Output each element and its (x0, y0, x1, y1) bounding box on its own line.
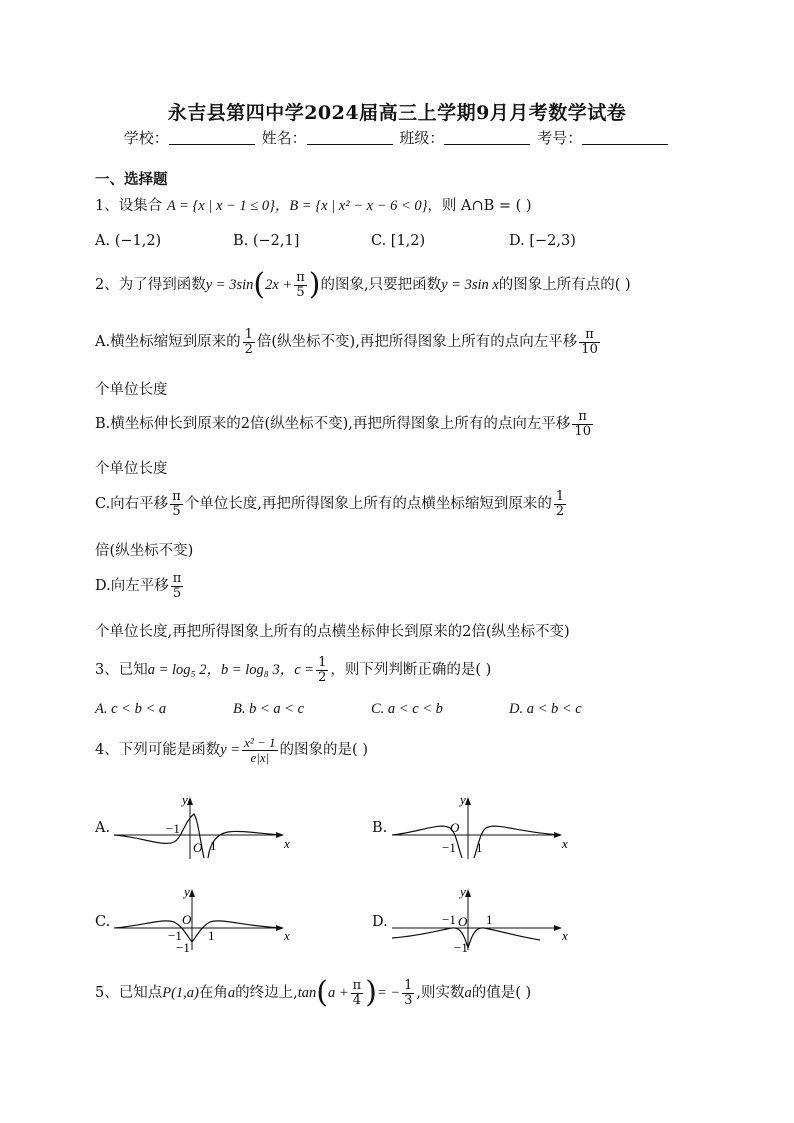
q5-eq: = − (376, 985, 401, 1001)
q2-paren-close-icon: ) (308, 267, 321, 302)
q2-paren-open-icon: ( (253, 267, 266, 302)
q4-graph-d[interactable] (390, 884, 570, 954)
q3-option-a[interactable]: A. c < b < a (95, 701, 167, 717)
q4-label-c[interactable]: C. (95, 914, 111, 930)
q4-graph-b[interactable] (390, 792, 570, 862)
y-label: y (460, 884, 466, 899)
q5-pi-over-4: $\frac{\pi}{4}$ (352, 977, 362, 1008)
q2-option-d-pi-over-5: $\frac{\pi}{5}$ (172, 571, 182, 601)
y-label: y (184, 884, 190, 899)
q4-stem (95, 736, 368, 764)
q5-one-third: $\frac{1}{3}$ (404, 977, 413, 1008)
q2-option-a-text-2: 倍(纵坐标不变),再把所得图象上所有的点向左平移 (256, 334, 578, 351)
q2-option-a-half: $\frac{1}{2}$ (244, 327, 253, 357)
q1-set-a: A = {x | x − 1 ≤ 0} (166, 198, 275, 214)
q5-point: P(1,a) (162, 985, 199, 1001)
q2-option-b-cont: 个单位长度 (95, 461, 168, 477)
q4-graph-c[interactable] (112, 884, 292, 954)
q3-option-b[interactable]: B. b < a < c (233, 701, 305, 717)
y-arrow-icon (189, 889, 195, 897)
y-arrow-icon (465, 889, 471, 897)
q2-option-d-text-1: D.向左平移 (95, 578, 169, 595)
origin-label: O (193, 840, 203, 855)
q1-stem-a: 1、设集合 (95, 198, 163, 214)
q2-option-c-text-1: C.向右平移 (95, 496, 169, 513)
q5-alpha: a (227, 985, 236, 1001)
q1-option-d[interactable]: D. [−2,3) (509, 233, 576, 249)
q2-stem-c: 的图象上所有点的( ) (498, 277, 631, 293)
q4-func: y = (220, 742, 241, 759)
number-blank[interactable] (582, 130, 668, 145)
origin-label: O (450, 820, 460, 835)
q3-b: ，b = log₈ 3 (206, 662, 280, 679)
q2-stem-a: 2、为了得到函数 (95, 277, 206, 293)
q4-label-b[interactable]: B. (372, 820, 388, 836)
q3-a: a = log₅ 2 (147, 662, 207, 679)
q4-fraction: $\frac{\text{x² − 1}}{e|x|}$ (244, 735, 276, 765)
neg1-label: −1 (168, 928, 182, 943)
q2-pi-over-5: $\frac{\pi}{5}$ (296, 269, 305, 300)
q1-stem (95, 194, 532, 215)
q5-alpha-2: a (464, 985, 472, 1001)
q2-option-b[interactable] (95, 410, 595, 438)
neg1-label: −1 (442, 912, 456, 927)
q5-stem-b: 在角 (198, 985, 228, 1001)
q3-stem-b: ，则下列判断正确的是( ) (330, 662, 492, 679)
q4-label-d[interactable]: D. (372, 914, 388, 930)
q5-tan: tan (297, 985, 317, 1001)
q3-stem (95, 656, 491, 684)
exam-title: 永吉县第四中学2024届高三上学期9月月考数学试卷 (167, 102, 627, 124)
q1-option-b[interactable]: B. (−2,1] (233, 233, 300, 249)
q2-func-a: y = 3sin (205, 277, 254, 293)
q5-paren-close-icon: ) (365, 975, 377, 1010)
q2-option-a-text-1: A.横坐标缩短到原来的 (95, 334, 241, 351)
q5-stem-e: 的值是( ) (471, 985, 532, 1001)
q4-stem-a: 4、下列可能是函数 (95, 742, 221, 759)
q2-option-d[interactable] (95, 572, 185, 600)
q2-option-c-pi-over-5: $\frac{\pi}{5}$ (172, 489, 181, 519)
school-blank[interactable] (169, 130, 255, 145)
q2-option-a-cont: 个单位长度 (95, 382, 168, 398)
class-label: 班级： (399, 129, 445, 147)
origin-label: O (458, 914, 468, 929)
q1-stem-b: ，则 A∩B = ( ) (427, 198, 532, 214)
q3-stem-a: 3、已知 (95, 662, 148, 679)
school-label: 学校： (123, 129, 169, 147)
q2-stem-b: 的图象,只要把函数 (320, 277, 442, 293)
q2-stem (95, 267, 631, 302)
y-label: y (182, 792, 188, 807)
q2-option-c[interactable] (95, 490, 568, 518)
q5-stem-a: 5、已知点 (95, 985, 163, 1001)
y-arrow-icon (187, 797, 193, 805)
q2-func-b: 2x + (265, 277, 293, 293)
q4-stem-b: 的图象的是( ) (279, 742, 368, 759)
q4-graph-a[interactable] (112, 792, 292, 862)
q3-half: $\frac{1}{2}$ (318, 655, 327, 685)
curve-right (474, 826, 560, 858)
q5-stem-c: 的终边上, (235, 985, 298, 1001)
one-label: 1 (476, 840, 483, 855)
q2-func-c: y = 3sin x (441, 277, 499, 293)
one-label: 1 (486, 912, 493, 927)
one-label: 1 (210, 838, 217, 853)
neg1-y-label: −1 (454, 940, 468, 954)
q2-option-c-text-2: 个单位长度,再把所得图象上所有的点横坐标缩短到原来的 (184, 496, 552, 513)
q2-option-c-cont: 倍(纵坐标不变) (95, 543, 194, 559)
neg1-y-label: −1 (176, 940, 190, 954)
q3-option-d[interactable]: D. a < b < c (509, 701, 582, 717)
q2-option-d-cont: 个单位长度,再把所得图象上所有的点横坐标伸长到原来的2倍(纵坐标不变) (95, 624, 570, 640)
neg1-label: −1 (166, 821, 180, 836)
x-label: x (562, 836, 568, 851)
one-label: 1 (208, 928, 215, 943)
x-label: x (562, 928, 568, 943)
name-blank[interactable] (307, 130, 393, 145)
q1-set-b: ，B = {x | x² − x − 6 < 0} (274, 198, 428, 214)
class-blank[interactable] (444, 130, 530, 145)
q2-option-a[interactable] (95, 328, 602, 356)
neg1-label: −1 (442, 840, 456, 855)
number-label: 考号： (537, 129, 583, 147)
curve (114, 921, 282, 942)
x-label: x (284, 928, 290, 943)
q2-option-b-pi-over-10: $\frac{\pi}{10}$ (574, 409, 591, 439)
y-label: y (460, 792, 466, 807)
origin-label: O (182, 912, 192, 927)
q5-stem (95, 975, 532, 1010)
q5-stem-d: ,则实数 (416, 985, 465, 1001)
q2-option-a-pi-over-10: $\frac{\pi}{10}$ (581, 327, 598, 357)
q5-plus: a + (327, 985, 349, 1001)
q5-paren-open-icon: ( (316, 975, 328, 1010)
y-arrow-icon (465, 797, 471, 805)
q3-c: ，c = (279, 662, 315, 679)
q2-option-c-half: $\frac{1}{2}$ (555, 489, 565, 519)
q1-option-a[interactable]: A. (−1,2) (95, 233, 162, 249)
x-arrow-icon (554, 925, 562, 931)
name-label: 姓名： (261, 129, 307, 147)
student-info-row (0, 127, 794, 148)
x-label: x (284, 836, 290, 851)
q4-label-a[interactable]: A. (95, 820, 111, 836)
q2-option-b-text-1: B.横坐标伸长到原来的2倍(纵坐标不变),再把所得图象上所有的点向左平移 (95, 416, 571, 433)
q1-option-c[interactable]: C. [1,2) (371, 233, 426, 249)
q3-option-c[interactable]: C. a < c < b (371, 701, 443, 717)
section-heading: 一、选择题 (95, 171, 168, 188)
